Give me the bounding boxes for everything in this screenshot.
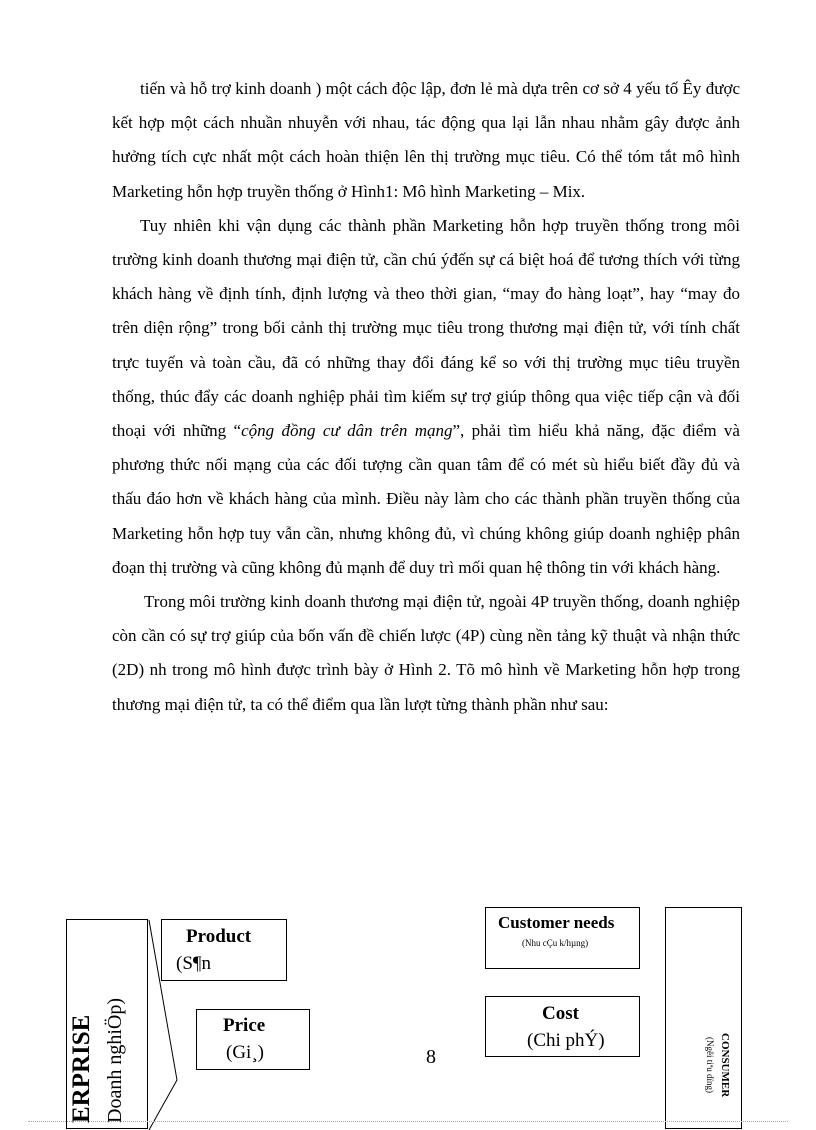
- paragraph-2-text: Tuy nhiên khi vận dụng các thành phần Marketing hỗn hợp truyền thống trong môi trường kinh doanh thương mại điện tử, cần chú ýđến sự cá biệt hoá để tương thích với từng khách hàng về định tính, định lượng và theo thời gian, “may đo hàng loạt”, hay “may đo trên diện rộng” trong bối cảnh thị trường mục tiêu trong thương mại điện tử, với tính chất trực tuyến và toàn cầu, đã có những thay đổi đáng kể so với thị trường mục tiêu truyền thống, thúc đẩy các doanh nghiệp phải tìm kiếm sự trợ giúp thông qua việc tiếp cận và đối thoại với những “: [112, 215, 740, 441]
- page-number: 8: [426, 1046, 436, 1068]
- consumer-title: CONSUMER: [719, 1033, 731, 1098]
- paragraph-2-text-end: ”, phải tìm hiểu khả năng, đặc điểm và phương thức nối mạng của các đối tượng cần quan tâm để có mét sù hiểu biết đầy đủ và thấu đáo hơn về khách hàng của mình. Điều này làm cho các thành phần truyền thống của Marketing hỗn hợp tuy vẫn cần, nhưng không đủ, vì chúng không giúp doanh nghiệp phân đoạn thị trường và cũng không đủ mạnh để duy trì mối quan hệ thông tin với khách hàng.: [112, 421, 740, 577]
- product-subtitle: (S¶n: [176, 953, 212, 974]
- paragraph-3: Trong môi trường kinh doanh thương mại điện tử, ngoài 4P truyền thống, doanh nghiệp còn cần có sự trợ giúp của bốn vấn đề chiến lược (4P) cùng nền tảng kỹ thuật và nhận thức (2D) nh trong mô hình được trình bày ở Hình 2. Tõ mô hình về Marketing hỗn hợp trong thương mại điện tử, ta có thể điểm qua lần lượt từng thành phần như sau:: [112, 592, 740, 714]
- product-title: Product: [186, 926, 252, 947]
- price-subtitle: (Gi¸): [226, 1042, 264, 1063]
- cost-subtitle: (Chi phÝ): [527, 1030, 605, 1051]
- price-title: Price: [223, 1015, 266, 1036]
- paragraph-2-italic: cộng đồng cư dân trên mạng: [241, 421, 453, 441]
- cost-title: Cost: [542, 1003, 579, 1024]
- enterprise-title: ERPRISE: [68, 1014, 95, 1123]
- customer-needs-subtitle: (Nhu cÇu k/hµng): [522, 938, 589, 948]
- paragraph-1: tiến và hỗ trợ kinh doanh ) một cách độc lập, đơn lẻ mà dựa trên cơ sở 4 yếu tố Êy được kết hợp một cách nhuần nhuyễn với nhau, tác động qua lại lẫn nhau nhằm gây được ảnh hưởng tích cực nhất một cách hoàn thiện lên thị trường mục tiêu. Có thể tóm tắt mô hình Marketing hỗn hợp truyền thống ở Hình1: Mô hình Marketing – Mix.: [112, 79, 740, 201]
- enterprise-subtitle: Doanh nghiÖp): [104, 998, 126, 1123]
- consumer-subtitle: (Ngêi tiªu dïng): [705, 1037, 715, 1093]
- page-edge-line: [28, 1121, 788, 1122]
- document-body: [112, 72, 740, 722]
- paragraph-2: [112, 209, 740, 585]
- customer-needs-title: Customer needs: [498, 913, 615, 932]
